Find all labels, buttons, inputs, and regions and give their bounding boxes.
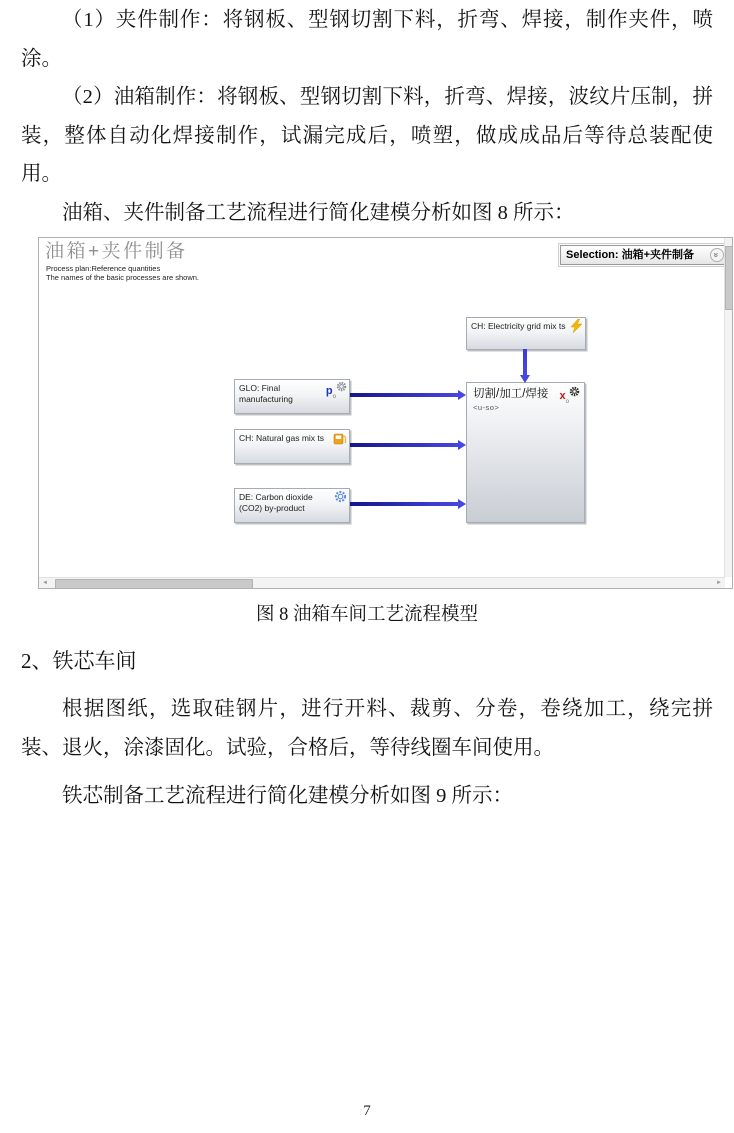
selection-dropdown-inner[interactable] xyxy=(560,245,728,265)
plan-letter: p xyxy=(325,385,333,397)
lightning-icon xyxy=(570,319,583,338)
plan-title: 油箱+夹件制备 xyxy=(45,241,188,262)
node-title: 切割/加工/焊接 xyxy=(473,388,549,400)
process-node-natural-gas[interactable] xyxy=(234,429,350,464)
embedded-plan-screenshot xyxy=(38,237,733,589)
vertical-scrollbar-thumb[interactable] xyxy=(725,246,733,310)
flow-arrow-electricity xyxy=(523,349,527,376)
paragraph-5: 铁芯制备工艺流程进行简化建模分析如图 9 所示： xyxy=(62,785,513,807)
process-node-cutting-machining-welding[interactable] xyxy=(466,382,585,523)
horizontal-scrollbar[interactable] xyxy=(39,577,725,588)
body-text-block-2 xyxy=(21,690,713,767)
vertical-scrollbar[interactable] xyxy=(724,238,732,577)
node-label: DE: Carbon dioxide (CO2) by-product xyxy=(239,492,313,513)
selection-dropdown[interactable] xyxy=(558,243,730,267)
body-text-block-1 xyxy=(21,1,713,233)
plan-subtitle-2: The names of the basic processes are shown. xyxy=(46,273,199,282)
node-subtitle: <u-so> xyxy=(473,403,500,412)
flow-arrow-manufacturing xyxy=(350,393,458,397)
section-heading: 2、铁芯车间 xyxy=(21,649,137,673)
plan-subtitle-1: Process plan:Reference quantities xyxy=(46,264,161,273)
scroll-left-icon[interactable]: ◄ xyxy=(42,580,48,586)
red-x-gear-icon: $x_o$ xyxy=(560,386,580,405)
blue-gear-icon xyxy=(334,490,347,508)
paragraph-2: （2）油箱制作：将钢板、型钢切割下料，折弯、焊接，波纹片压制，拼装，整体自动化焊接制作，试漏完成后，喷塑，做成成品后等待总装配使用。 xyxy=(21,86,713,186)
page-number: 7 xyxy=(363,1103,371,1119)
node-label: CH: Electricity grid mix ts xyxy=(471,321,566,331)
flow-arrow-natural-gas xyxy=(350,443,458,447)
fuel-pump-icon xyxy=(333,431,347,450)
paragraph-1: （1）夹件制作：将钢板、型钢切割下料，折弯、焊接，制作夹件，喷涂。 xyxy=(21,9,713,70)
paragraph-4: 根据图纸，选取硅钢片，进行开料、裁剪、分卷，卷绕加工，绕完拼装、退火，涂漆固化。试验，合格后，等待线圈车间使用。 xyxy=(21,698,713,759)
node-label: CH: Natural gas mix ts xyxy=(239,433,325,443)
figure-caption: 图 8 油箱车间工艺流程模型 xyxy=(255,605,478,625)
flow-arrow-carbon-dioxide xyxy=(350,502,458,506)
horizontal-scrollbar-thumb[interactable] xyxy=(55,579,253,589)
node-label: GLO: Final manufacturing xyxy=(239,383,293,404)
scroll-right-icon[interactable]: ► xyxy=(716,580,722,586)
plan-gear-icon: $p_o$ xyxy=(326,381,347,400)
body-text-block-3 xyxy=(21,777,713,816)
unit-process-letter: x xyxy=(559,390,566,402)
process-node-carbon-dioxide[interactable] xyxy=(234,488,350,523)
process-node-electricity[interactable] xyxy=(466,317,586,350)
double-chevron-icon[interactable]: » xyxy=(710,248,724,262)
paragraph-3: 油箱、夹件制备工艺流程进行简化建模分析如图 8 所示： xyxy=(62,201,575,224)
selection-label: Selection: 油箱+夹件制备 xyxy=(566,249,695,261)
process-node-final-manufacturing[interactable] xyxy=(234,379,350,414)
